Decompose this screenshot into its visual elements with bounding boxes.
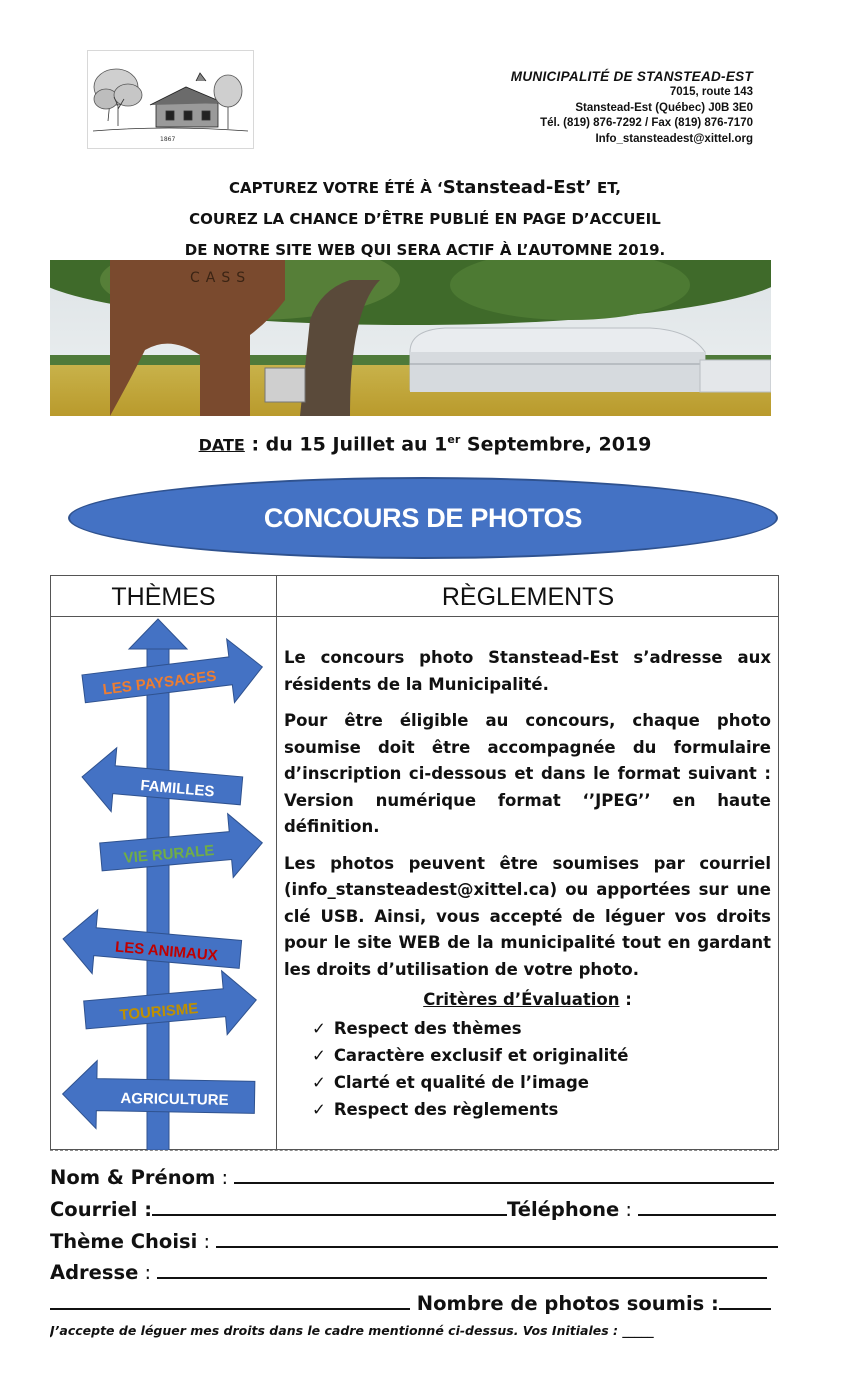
barn-photo [50,260,771,416]
theme-label-vie-rurale: VIE RURALE [122,842,215,867]
name-label: Nom & Prénom [50,1166,216,1189]
criteria-list [312,1015,628,1123]
form-row-address: Adresse : [50,1261,778,1284]
theme-label-familles: FAMILLES [139,777,216,801]
form-row-name: Nom & Prénom : [50,1166,778,1189]
count-field[interactable] [719,1292,771,1310]
cut-line [50,1150,777,1151]
address-field[interactable] [157,1261,767,1279]
theme-label: Thème Choisi [50,1230,198,1253]
count-label: Nombre de photos soumis : [416,1292,719,1315]
criteria-title: Critères d’Évaluation : [423,990,632,1009]
rule-paragraph: Pour être éligible au concours, chaque photo soumise doit être accompagnée du formulaire d’inscription ci-dessous et dans le format suivant : Version numérique format ‘’JPEG’’ en haute définition. [284,711,771,836]
signpost-graphic [51,617,276,1150]
contest-banner [68,477,778,559]
extra-field[interactable] [50,1292,410,1310]
form-row-count [50,1292,778,1315]
date-label: DATE [198,435,245,455]
municipality-address: 7015, route 143 [669,86,753,98]
headline [0,172,850,266]
form-row-theme: Thème Choisi : [50,1230,778,1253]
theme-label-agriculture: AGRICULTURE [120,1090,229,1109]
signpost-pole [129,619,187,1150]
criteria-item: ✓ Clarté et qualité de l’image [312,1069,628,1096]
phone-label: Téléphone [507,1198,620,1221]
theme-label-tourisme: TOURISME [118,1000,199,1024]
criteria-item: ✓ Respect des thèmes [312,1015,628,1042]
theme-arrow-vie-rurale [98,811,265,889]
rule-paragraph: Le concours photo Stanstead-Est s’adresse aux résidents de la Municipalité. [284,648,771,694]
svg-text:1867: 1867 [160,136,176,143]
consent-line: J’accepte de léguer mes droits dans le cadre mentionné ci-dessus. Vos Initiales : _____ [50,1323,654,1338]
municipality-name: MUNICIPALITÉ DE STANSTEAD-EST [510,69,753,84]
themes-header: THÈMES [111,583,216,611]
form-row-contact: Courriel : Téléphone : [50,1198,778,1221]
headline-line-1: CAPTUREZ VOTRE ÉTÉ À ‘Stanstead-Est’ ET, [228,177,622,198]
rule-paragraph: Les photos peuvent être soumises par courriel (info_stansteadest@xittel.ca) ou apportées sur une clé USB. Ainsi, vous accepté de léguer vos droits pour le site WEB de la municipalité tout en gardant les droits d’utilisation de votre photo. [284,853,771,979]
farmhouse-sketch-image [88,51,253,148]
criteria-item: ✓ Respect des règlements [312,1096,628,1123]
email-label: Courriel : [50,1198,153,1221]
banner-title: CONCOURS DE PHOTOS [263,502,583,533]
theme-arrow-tourisme [82,968,259,1047]
rules-header: RÈGLEMENTS [441,583,615,611]
theme-field[interactable] [216,1230,778,1248]
barn-landscape-image [50,260,771,416]
municipality-logo [87,50,254,149]
municipality-contact [511,68,753,147]
municipality-email: Info_stansteadest@xittel.org [595,132,753,145]
name-field[interactable] [234,1166,774,1184]
address-label: Adresse [50,1261,139,1284]
criteria-item: ✓ Caractère exclusif et originalité [312,1042,628,1069]
municipality-phone: Tél. (819) 876-7292 / Fax (819) 876-7170 [540,117,753,129]
contest-dates: DATE : du 15 Juillet au 1er Septembre, 2019 [198,433,652,456]
rules-text [284,645,771,993]
svg-text:CASS: CASS [190,270,252,286]
headline-line-3: DE NOTRE SITE WEB QUI SERA ACTIF À L’AUTOMNE 2019. [184,241,666,259]
phone-field[interactable] [638,1198,776,1216]
column-divider [276,576,277,1149]
headline-line-2: COUREZ LA CHANCE D’ÊTRE PUBLIÉ EN PAGE D’ACCUEIL [189,210,661,228]
municipality-city: Stanstead-Est (Québec) J0B 3E0 [575,101,753,114]
theme-label-animaux: LES ANIMAUX [114,938,219,965]
email-field[interactable] [152,1198,507,1216]
theme-label-paysages: LES PAYSAGES [101,667,218,699]
